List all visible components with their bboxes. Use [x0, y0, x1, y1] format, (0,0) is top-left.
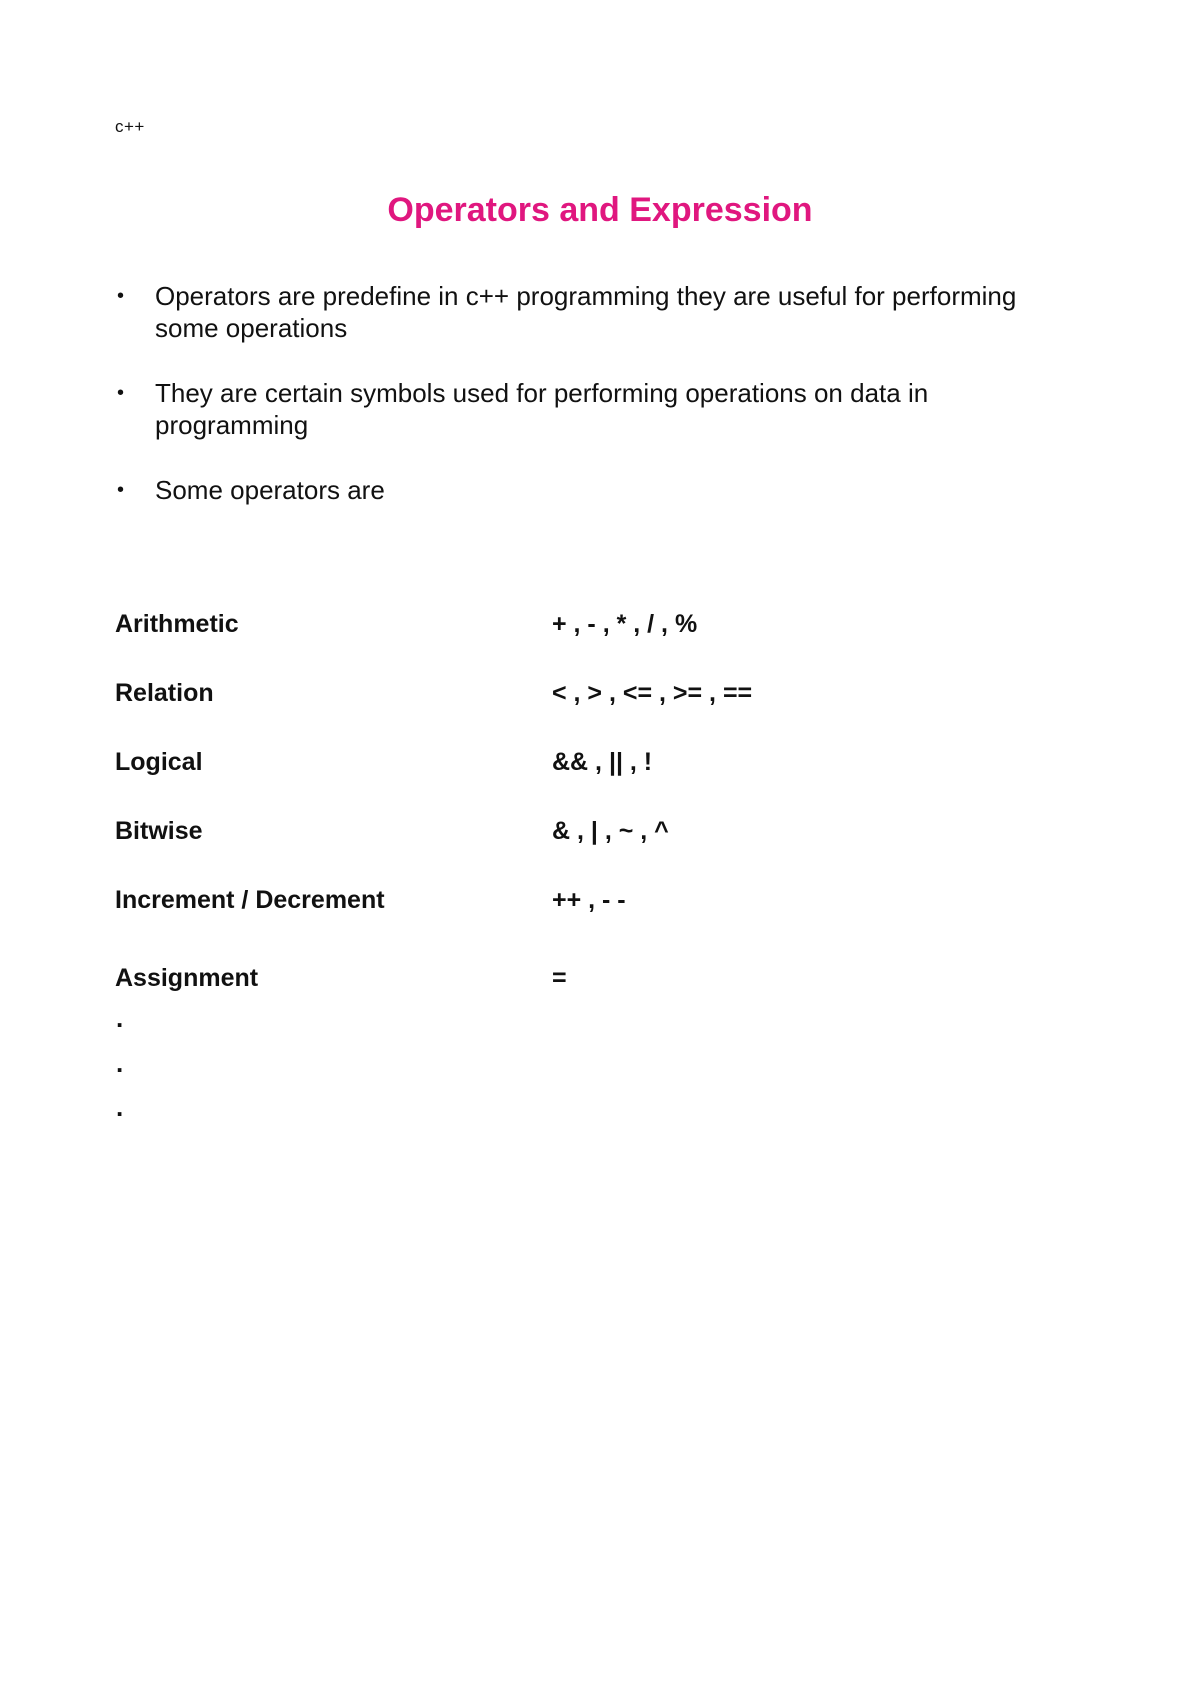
operator-row-logical: [115, 748, 1015, 782]
page-title: Operators and Expression: [387, 191, 813, 229]
bullet-text: Operators are predefine in c++ programming they are useful for performing some operations: [155, 281, 1017, 343]
bullet-list: [115, 280, 1075, 506]
list-item: [115, 474, 1075, 506]
operator-symbols: < , > , <= , >= , ==: [552, 679, 753, 707]
operator-row-bitwise: [115, 817, 1015, 851]
operator-category: Increment / Decrement: [115, 886, 385, 914]
bullet-marker: •: [117, 382, 125, 404]
continuation-dot: .: [116, 1092, 124, 1122]
operator-symbols: && , || , !: [552, 748, 653, 776]
operator-category: Assignment: [115, 964, 259, 992]
operator-symbols: & , | , ~ , ^: [552, 817, 669, 845]
operator-symbols: + , - , * , / , %: [552, 610, 698, 638]
operator-symbols: =: [552, 964, 567, 992]
operator-category: Logical: [115, 748, 203, 776]
operator-row-increment-decrement: [115, 886, 1015, 920]
bullet-marker: •: [117, 479, 125, 501]
operator-row-arithmetic: [115, 610, 1015, 644]
continuation-dot: .: [116, 1003, 124, 1033]
operator-row-relation: [115, 679, 1015, 713]
bullet-marker: •: [117, 285, 125, 307]
bullet-text: They are certain symbols used for performing operations on data in programming: [155, 378, 929, 440]
list-item: [115, 377, 1075, 441]
continuation-dot: .: [116, 1048, 124, 1078]
operator-row-assignment: [115, 964, 1015, 998]
operator-category: Relation: [115, 679, 214, 707]
list-item: [115, 280, 1075, 344]
header-label: c++: [115, 117, 145, 136]
operator-symbols: ++ , - -: [552, 886, 626, 914]
operator-category: Arithmetic: [115, 610, 239, 638]
bullet-text: Some operators are: [155, 475, 385, 505]
operator-category: Bitwise: [115, 817, 203, 845]
